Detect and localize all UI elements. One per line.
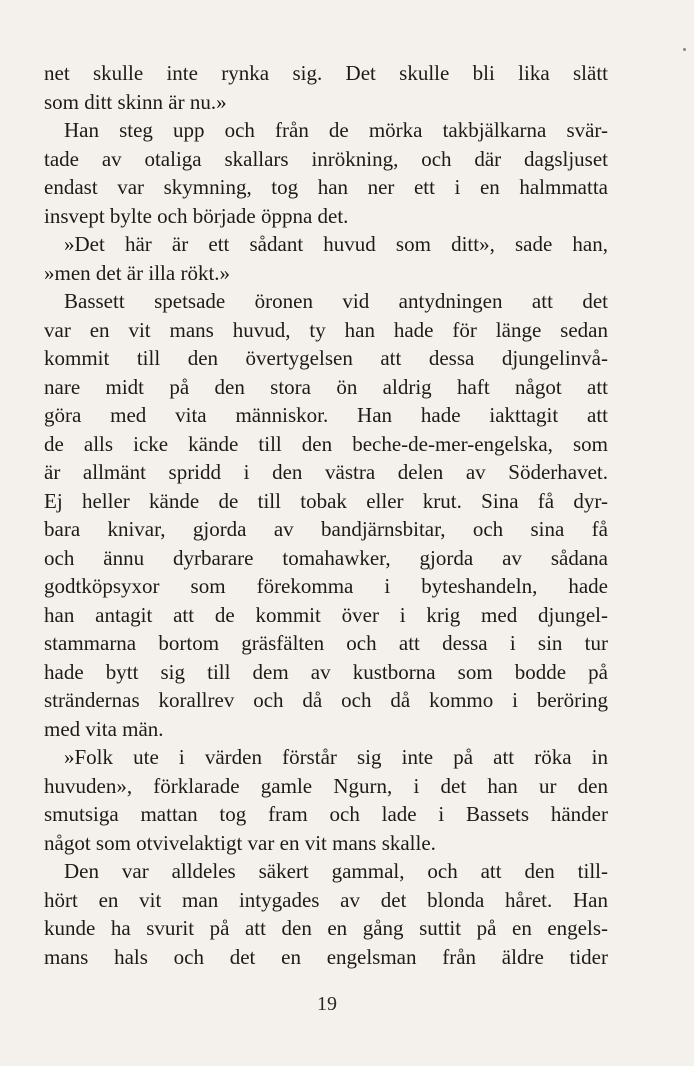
text-line: huvuden», förklarade gamle Ngurn, i det han ur den [44,773,608,798]
text-line: nare midt på den stora ön aldrig haft något att [44,374,608,399]
text-line: net skulle inte rynka sig. Det skulle bli lika slätt [44,61,608,85]
text-line: var en vit mans huvud, ty han hade för länge sedan [44,317,608,342]
text-line: och ännu dyrbarare tomahawker, gjorda av sådana [44,545,608,570]
paper-speck [683,48,686,51]
text-line: de alls icke kände till den beche-de-mer-engelska, som [44,431,608,456]
text-line: som ditt skinn är nu.» [44,89,227,114]
text-line: är allmänt spridd i den västra delen av Söderhavet. [44,460,608,484]
text-line: strändernas korallrev och då och då kommo i beröring [44,688,608,712]
text-line: kommit till den övertygelsen att dessa djungelinvå- [44,346,608,370]
text-line: insvept bylte och började öppna det. [44,203,349,228]
text-line: »men det är illa rökt.» [44,260,231,285]
text-line: »Det här är ett sådant huvud som ditt», sade han, [64,232,608,256]
text-line: »Folk ute i värden förstår sig inte på att röka in [64,745,608,769]
text-line: med vita män. [44,716,164,741]
text-line: Den var alldeles säkert gammal, och att den till- [64,859,608,883]
text-line: Ej heller kände de till tobak eller krut. Sina få dyr- [44,488,608,513]
text-line: Han steg upp och från de mörka takbjälkarna svär- [64,118,608,142]
text-line: endast var skymning, tog han ner ett i en halmmatta [44,175,608,199]
text-line: bara knivar, gjorda av bandjärnsbitar, och sina få [44,517,608,541]
text-line: hört en vit man intygades av det blonda håret. Han [44,887,608,912]
text-line: stammarna bortom gräsfälten och att dessa i sin tur [44,631,608,655]
text-line: kunde ha svurit på att den en gång suttit på en engels- [44,916,608,940]
text-line: något som otvivelaktigt var en vit mans skalle. [44,830,436,855]
text-line: tade av otaliga skallars inrökning, och där dagsljuset [44,146,608,171]
page-number: 19 [317,993,337,1015]
text-line: Bassett spetsade öronen vid antydningen att det [64,289,608,313]
text-line: mans hals och det en engelsman från äldre tider [44,944,608,969]
text-line: smutsiga mattan tog fram och lade i Bassets händer [44,802,608,826]
body-text [44,59,608,971]
text-line: göra med vita människor. Han hade iakttagit att [44,403,608,427]
text-line: han antagit att de kommit över i krig med djungel- [44,602,608,627]
text-line: hade bytt sig till dem av kustborna som bodde på [44,659,608,684]
text-line: godtköpsyxor som förekomma i byteshandeln, hade [44,574,608,598]
